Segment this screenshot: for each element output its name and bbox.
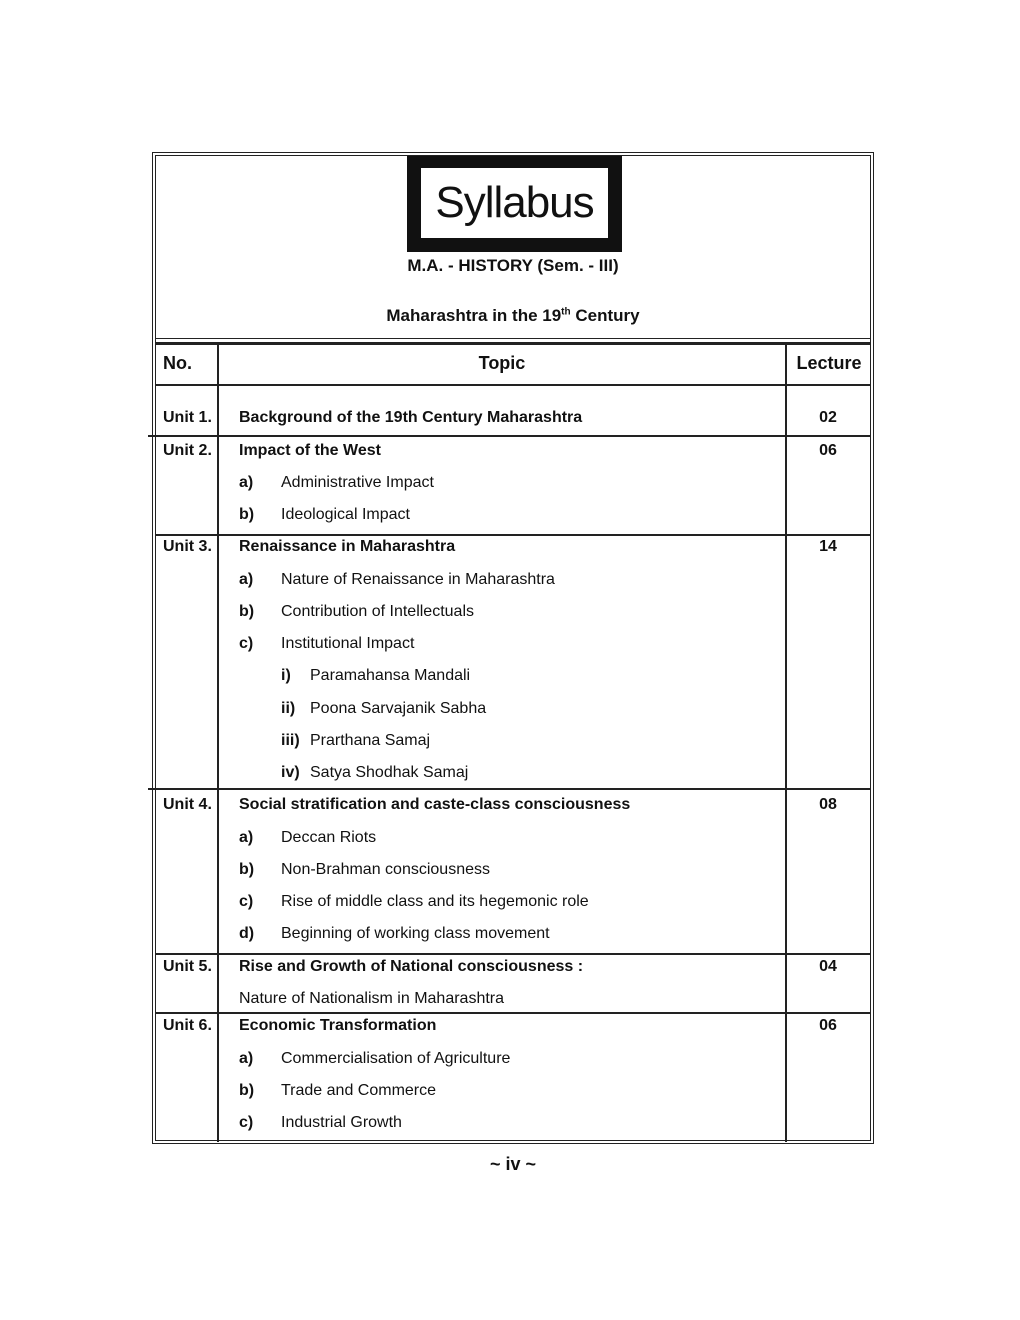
item-marker: b) bbox=[239, 506, 255, 523]
item-marker: b) bbox=[239, 1082, 255, 1099]
unit-number: Unit 5. bbox=[163, 958, 212, 975]
paper-title-suffix: Century bbox=[570, 306, 640, 325]
unit-row bbox=[156, 435, 870, 467]
unit-title: Rise and Growth of National consciousness : bbox=[239, 958, 584, 975]
list-item bbox=[156, 1107, 870, 1139]
item-text: Rise of middle class and its hegemonic role bbox=[281, 893, 589, 910]
header-rule-thin bbox=[155, 338, 871, 339]
item-text: Commercialisation of Agriculture bbox=[281, 1050, 511, 1067]
sub-list-item bbox=[156, 693, 870, 725]
unit-row bbox=[156, 789, 870, 821]
item-marker: a) bbox=[239, 571, 254, 588]
unit-title: Background of the 19th Century Maharashtra bbox=[239, 409, 583, 426]
unit-row bbox=[156, 1010, 870, 1042]
list-item bbox=[156, 1043, 870, 1075]
sub-list-item bbox=[156, 660, 870, 692]
unit-number: Unit 3. bbox=[163, 538, 212, 555]
unit-number: Unit 6. bbox=[163, 1017, 212, 1034]
lecture-count: 06 bbox=[819, 442, 837, 459]
item-marker: c) bbox=[239, 1114, 254, 1131]
sub-item-marker: ii) bbox=[281, 700, 296, 717]
item-text: Industrial Growth bbox=[281, 1114, 402, 1131]
sub-item-text: Paramahansa Mandali bbox=[310, 667, 471, 684]
list-item bbox=[156, 918, 870, 950]
item-text: Contribution of Intellectuals bbox=[281, 603, 474, 620]
item-marker: a) bbox=[239, 474, 254, 491]
list-item bbox=[156, 886, 870, 918]
item-text: Ideological Impact bbox=[281, 506, 410, 523]
header-rule-thick bbox=[155, 342, 871, 345]
lecture-count: 08 bbox=[819, 796, 837, 813]
unit-number: Unit 1. bbox=[163, 409, 212, 426]
item-text: Non-Brahman consciousness bbox=[281, 861, 490, 878]
sub-item-text: Poona Sarvajanik Sabha bbox=[310, 700, 487, 717]
unit-row bbox=[156, 402, 870, 434]
list-item bbox=[156, 822, 870, 854]
list-item bbox=[156, 467, 870, 499]
sub-item-text: Satya Shodhak Samaj bbox=[310, 764, 469, 781]
item-text: Nature of Renaissance in Maharashtra bbox=[281, 571, 555, 588]
lecture-count: 04 bbox=[819, 958, 837, 975]
unit-title: Social stratification and caste-class consciousness bbox=[239, 796, 631, 813]
item-marker: c) bbox=[239, 635, 254, 652]
column-header-lecture: Lecture bbox=[796, 353, 862, 373]
course-title: M.A. - HISTORY (Sem. - III) bbox=[407, 256, 619, 275]
item-text: Beginning of working class movement bbox=[281, 925, 550, 942]
list-item bbox=[156, 1075, 870, 1107]
unit-title: Economic Transformation bbox=[239, 1017, 437, 1034]
sub-list-item bbox=[156, 725, 870, 757]
list-item bbox=[156, 564, 870, 596]
sub-item-marker: iv) bbox=[281, 764, 300, 781]
item-marker: a) bbox=[239, 1050, 254, 1067]
unit-title: Impact of the West bbox=[239, 442, 381, 459]
lecture-count: 06 bbox=[819, 1017, 837, 1034]
item-text: Trade and Commerce bbox=[281, 1082, 437, 1099]
list-item bbox=[156, 628, 870, 660]
list-item bbox=[156, 596, 870, 628]
syllabus-badge-text: Syllabus bbox=[421, 168, 608, 238]
paper-title bbox=[152, 306, 874, 326]
header-bottom-rule bbox=[155, 384, 871, 386]
sub-list-item bbox=[156, 757, 870, 789]
page-number: ~ iv ~ bbox=[489, 1154, 537, 1174]
item-text: Institutional Impact bbox=[281, 635, 415, 652]
unit-title: Renaissance in Maharashtra bbox=[239, 538, 456, 555]
paper-title-sup: th bbox=[561, 306, 571, 318]
item-marker: b) bbox=[239, 861, 255, 878]
sub-item-marker: i) bbox=[281, 667, 291, 684]
item-text: Administrative Impact bbox=[281, 474, 434, 491]
paper-title-prefix: Maharashtra in the 19 bbox=[386, 306, 562, 325]
sub-item-text: Prarthana Samaj bbox=[310, 732, 431, 749]
item-marker: d) bbox=[239, 925, 255, 942]
item-text: Nature of Nationalism in Maharashtra bbox=[239, 990, 505, 1007]
item-marker: b) bbox=[239, 603, 255, 620]
list-item bbox=[156, 854, 870, 886]
unit-number: Unit 2. bbox=[163, 442, 212, 459]
column-header-topic: Topic bbox=[478, 353, 526, 373]
unit-row bbox=[156, 531, 870, 563]
lecture-count: 02 bbox=[819, 409, 837, 426]
list-item bbox=[156, 499, 870, 531]
item-marker: a) bbox=[239, 829, 254, 846]
column-header-no: No. bbox=[163, 353, 192, 373]
unit-row bbox=[156, 951, 870, 983]
item-text: Deccan Riots bbox=[281, 829, 377, 846]
syllabus-badge bbox=[407, 156, 622, 252]
lecture-count: 14 bbox=[819, 538, 837, 555]
unit-number: Unit 4. bbox=[163, 796, 212, 813]
item-marker: c) bbox=[239, 893, 254, 910]
sub-item-marker: iii) bbox=[281, 732, 300, 749]
